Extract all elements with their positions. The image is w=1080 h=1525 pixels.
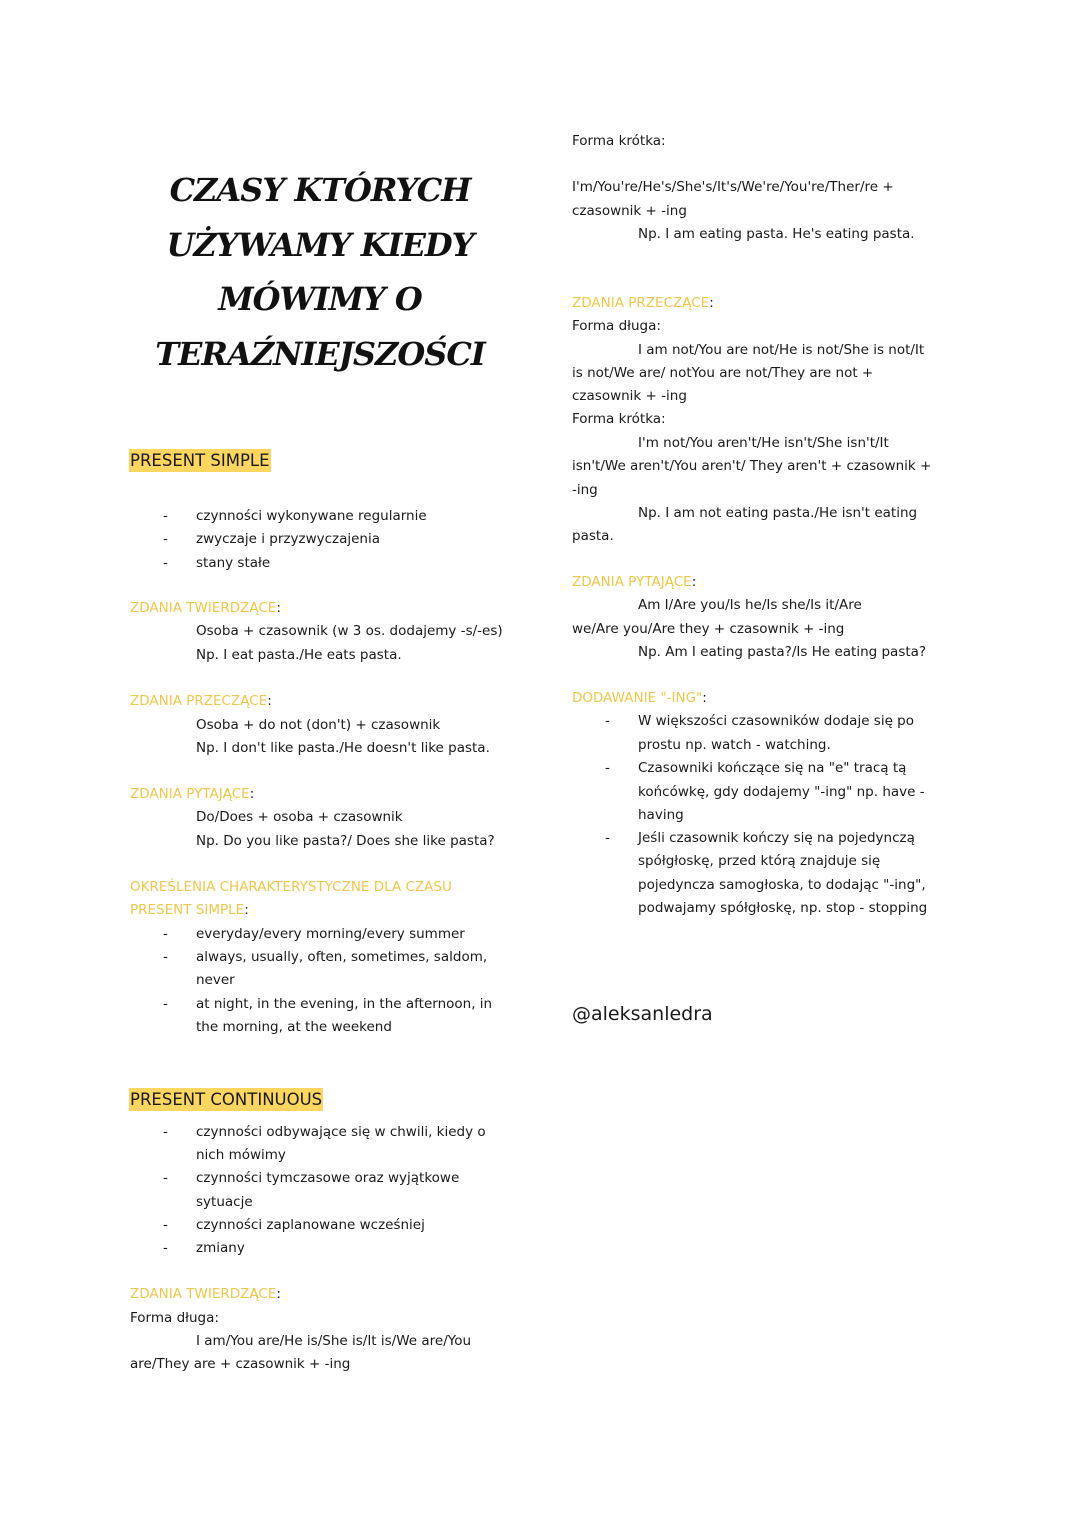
- bullet-dash: -: [163, 1240, 168, 1256]
- colon: :: [244, 902, 249, 918]
- text-line: Forma krótka:: [572, 133, 666, 149]
- bullet-text: everyday/every morning/every summer: [196, 926, 465, 942]
- section-label: DODAWANIE "-ING":: [572, 690, 707, 706]
- section-label: ZDANIA TWIERDZĄCE:: [130, 1286, 281, 1302]
- bullet-text: końcówkę, gdy dodajemy "-ing" np. have -: [638, 784, 925, 800]
- text-line: I'm not/You aren't/He isn't/She isn't/It: [638, 435, 889, 451]
- bullet-text: at night, in the evening, in the afternoon, in: [196, 996, 493, 1012]
- text-line: pasta.: [572, 528, 614, 544]
- bullet-dash: -: [163, 949, 168, 965]
- section-label: ZDANIA TWIERDZĄCE:: [130, 600, 281, 616]
- text-line: czasownik + -ing: [572, 388, 687, 404]
- text-line: czasownik + -ing: [572, 203, 687, 219]
- colon: :: [249, 786, 255, 802]
- bullet-text: pojedyncza samogłoska, to dodając "-ing",: [638, 877, 926, 893]
- bullet-text: zwyczaje i przyzwyczajenia: [196, 531, 381, 547]
- text-line: Osoba + czasownik (w 3 os. dodajemy -s/-es): [196, 623, 503, 639]
- text-line: isn't/We aren't/You aren't/ They aren't + czasownik +: [572, 458, 932, 474]
- section-label: OKREŚLENIA CHARAKTERYSTYCZNE DLA CZASU: [130, 879, 452, 895]
- author-handle: @aleksanledra: [572, 1003, 713, 1025]
- bullet-text: sytuacje: [196, 1194, 253, 1210]
- bullet-text: czynności odbywające się w chwili, kiedy o: [196, 1124, 486, 1140]
- bullet-text: Jeśli czasownik kończy się na pojedynczą: [638, 830, 915, 846]
- text-line: Np. I don't like pasta./He doesn't like pasta.: [196, 740, 490, 756]
- bullet-text: czynności tymczasowe oraz wyjątkowe: [196, 1170, 460, 1186]
- bullet-text: czynności wykonywane regularnie: [196, 508, 427, 524]
- text-line: Np. I am not eating pasta./He isn't eating: [638, 505, 918, 521]
- text-line: Np. I eat pasta./He eats pasta.: [196, 647, 402, 663]
- bullet-text: spółgłoskę, przed którą znajduje się: [638, 853, 881, 869]
- section-label: ZDANIA PRZECZĄCE:: [130, 693, 272, 709]
- present-simple-heading: PRESENT SIMPLE: [130, 451, 270, 470]
- text-line: I am not/You are not/He is not/She is not/It: [638, 342, 925, 358]
- bullet-text: never: [196, 972, 235, 988]
- bullet-text: Czasowniki kończące się na "e" tracą tą: [638, 760, 907, 776]
- bullet-dash: -: [605, 830, 610, 846]
- colon: :: [702, 690, 707, 706]
- bullet-dash: -: [163, 555, 168, 571]
- bullet-dash: -: [605, 713, 610, 729]
- section-label: ZDANIA PRZECZĄCE:: [572, 295, 714, 311]
- section-label: PRESENT SIMPLE:: [130, 902, 249, 918]
- bullet-text: prostu np. watch - watching.: [638, 737, 831, 753]
- colon: :: [267, 693, 272, 709]
- colon: :: [276, 1286, 281, 1302]
- bullet-text: zmiany: [196, 1240, 245, 1256]
- section-label: ZDANIA PYTAJĄCE:: [572, 574, 697, 590]
- bullet-text: always, usually, often, sometimes, saldom,: [196, 949, 488, 965]
- text-line: are/They are + czasownik + -ing: [130, 1356, 351, 1372]
- bullet-text: having: [638, 807, 684, 823]
- text-line: Np. Do you like pasta?/ Does she like pasta?: [196, 833, 495, 849]
- bullet-text: podwajamy spółgłoskę, np. stop - stopping: [638, 900, 928, 916]
- title-line: CZASY KTÓRYCH: [169, 171, 471, 209]
- bullet-text: stany stałe: [196, 555, 271, 571]
- text-line: Forma krótka:: [572, 411, 666, 427]
- colon: :: [691, 574, 697, 590]
- bullet-text: czynności zaplanowane wcześniej: [196, 1217, 425, 1233]
- bullet-dash: -: [605, 760, 610, 776]
- present-continuous-heading: PRESENT CONTINUOUS: [130, 1090, 323, 1109]
- bullet-dash: -: [163, 1124, 168, 1140]
- title-line: UŻYWAMY KIEDY: [166, 226, 474, 264]
- text-line: I am/You are/He is/She is/It is/We are/You: [196, 1333, 472, 1349]
- text-line: Forma długa:: [130, 1310, 219, 1326]
- title-line: MÓWIMY O: [218, 280, 422, 318]
- bullet-text: the morning, at the weekend: [196, 1019, 392, 1035]
- text-line: Am I/Are you/Is he/Is she/Is it/Are: [638, 597, 862, 613]
- colon: :: [276, 600, 281, 616]
- text-line: Np. Am I eating pasta?/Is He eating pasta?: [638, 644, 927, 660]
- colon: :: [709, 295, 714, 311]
- bullet-dash: -: [163, 531, 168, 547]
- bullet-text: W większości czasowników dodaje się po: [638, 713, 915, 729]
- bullet-dash: -: [163, 996, 168, 1012]
- bullet-dash: -: [163, 1170, 168, 1186]
- text-line: is not/We are/ notYou are not/They are not +: [572, 365, 874, 381]
- text-line: -ing: [572, 482, 598, 498]
- section-label: ZDANIA PYTAJĄCE:: [130, 786, 255, 802]
- bullet-dash: -: [163, 508, 168, 524]
- text-line: Do/Does + osoba + czasownik: [196, 809, 403, 825]
- text-line: Np. I am eating pasta. He's eating pasta.: [638, 226, 915, 242]
- text-line: Forma długa:: [572, 318, 661, 334]
- bullet-dash: -: [163, 1217, 168, 1233]
- bullet-text: nich mówimy: [196, 1147, 286, 1163]
- bullet-dash: -: [163, 926, 168, 942]
- text-line: we/Are you/Are they + czasownik + -ing: [572, 621, 845, 637]
- title-line: TERAŹNIEJSZOŚCI: [155, 335, 485, 373]
- text-line: I'm/You're/He's/She's/It's/We're/You're/Ther/re +: [572, 179, 894, 195]
- text-line: Osoba + do not (don't) + czasownik: [196, 717, 441, 733]
